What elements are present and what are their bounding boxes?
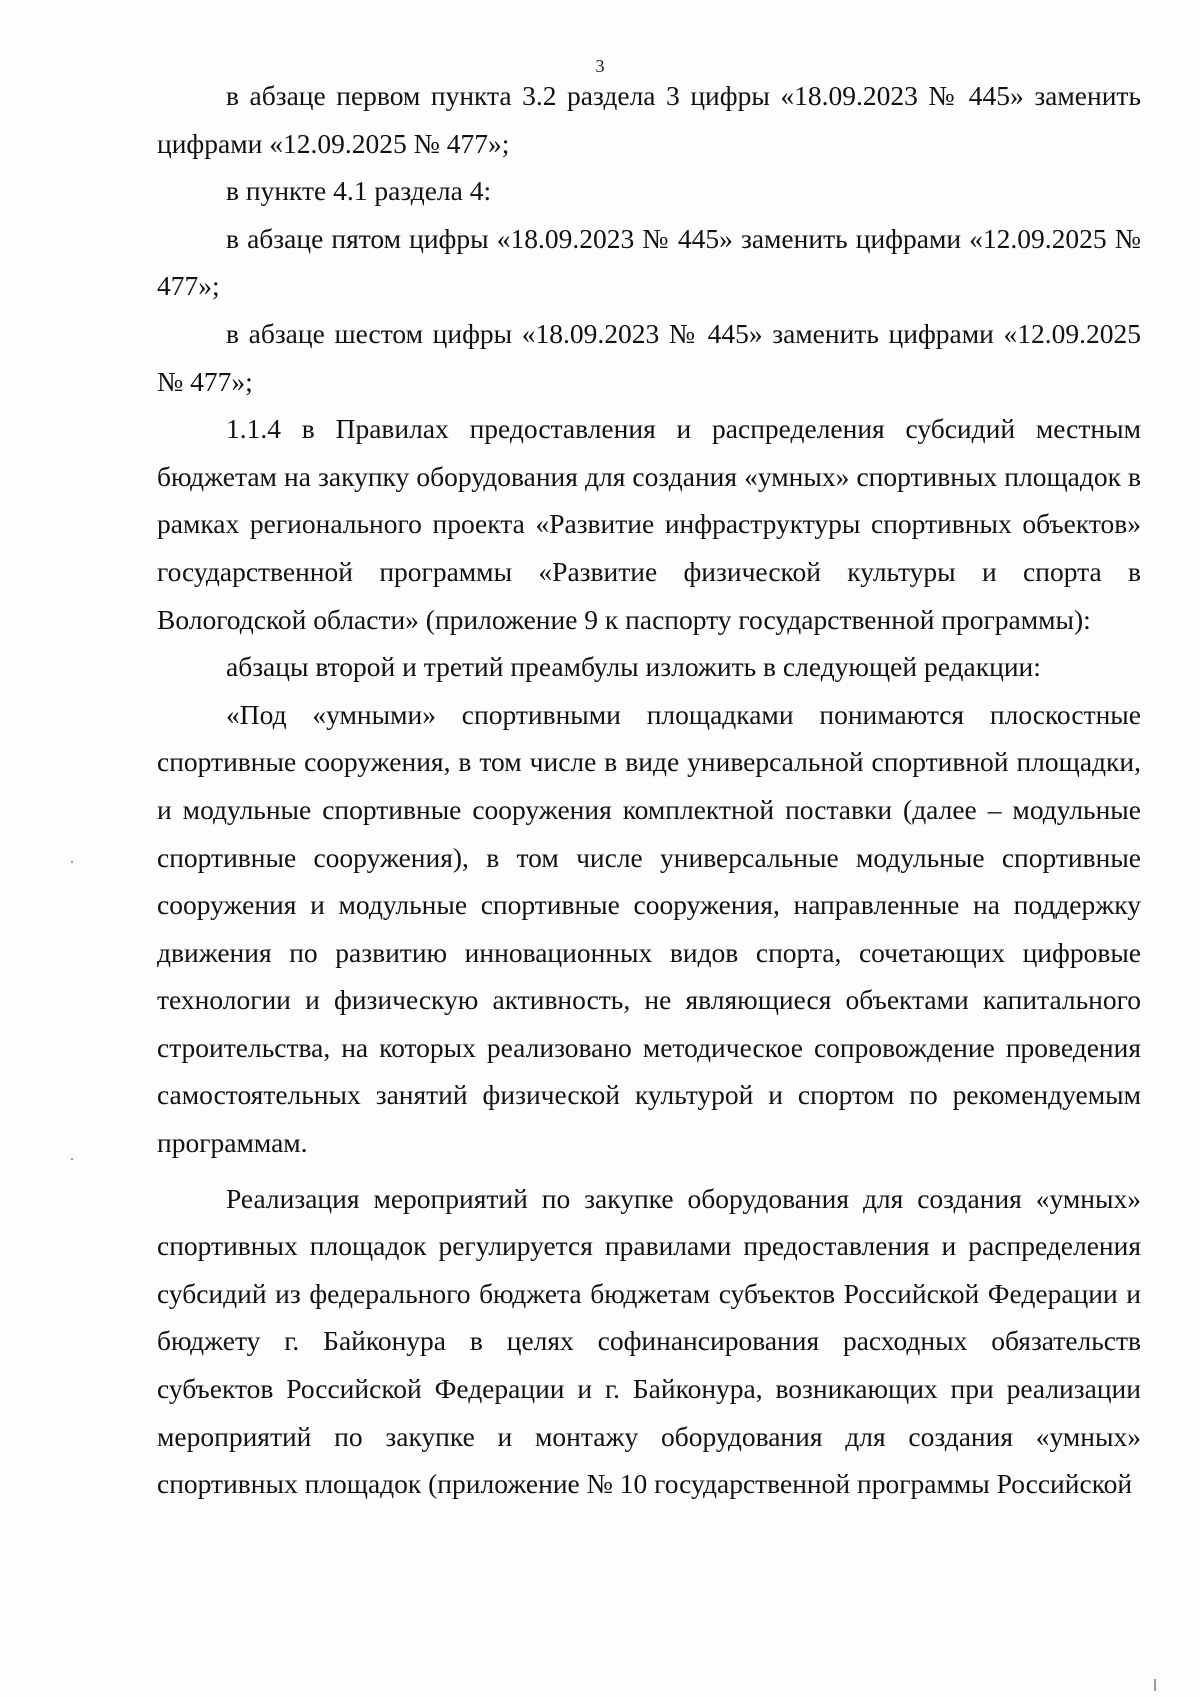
page-number: 3: [595, 56, 605, 76]
paragraph-point-4-1: в пункте 4.1 раздела 4:: [226, 175, 492, 207]
paragraph-sixth-abzac: в абзаце шестом цифры «18.09.2023 № 445» заменить цифрами «12.09.2025 № 477»;: [157, 317, 1141, 397]
paragraph-quote-definition: «Под «умными» спортивными площадками понимаются плоскостные спортивные сооружения, в том числе в виде универсальной спортивной площадки, и модульные спортивные сооружения комплектной поставки (далее – модульные спортивные сооружения), в том числе универсальные модульные спортивные сооружения и модульные спортивные сооружения, направленные на поддержку движения по развитию инновационных видов спорта, сочетающих цифровые технологии и физическую активность, не являющиеся объектами капитального строительства, на которых реализовано методическое сопровождение проведения самостоятельных занятий физической культурой и спортом по рекомендуемым программам.: [157, 698, 1141, 1159]
paragraph-implementation: Реализация мероприятий по закупке оборудования для создания «умных» спортивных площадок регулируется правилами предоставления и распределения субсидий из федерального бюджета бюджетам субъектов Российской Федерации и бюджету г. Байконура в целях софинансирования расходных обязательств субъектов Российской Федерации и г. Байконура, возникающих при реализации мероприятий по закупке и монтажу оборудования для создания «умных» спортивных площадок (приложение № 10 государственной программы Российской: [157, 1182, 1141, 1500]
document-body: [157, 72, 1141, 1508]
paragraph-preamble-intro: абзацы второй и третий преамбулы изложить в следующей редакции:: [226, 651, 1041, 683]
scan-artifact-mark: [71, 861, 73, 863]
paragraph-fifth-abzac: в абзаце пятом цифры «18.09.2023 № 445» заменить цифрами «12.09.2025 № 477»;: [157, 222, 1141, 302]
paragraph-1-1-4: 1.1.4 в Правилах предоставления и распределения субсидий местным бюджетам на закупку оборудования для создания «умных» спортивных площадок в рамках регионального проекта «Развитие инфраструктуры спортивных объектов» государственной программы «Развитие физической культуры и спорта в Вологодской области» (приложение 9 к паспорту государственной программы):: [157, 413, 1141, 635]
paragraph-section-3-2: в абзаце первом пункта 3.2 раздела 3 цифры «18.09.2023 № 445» заменить цифрами «12.09.2025 № 477»;: [157, 80, 1141, 159]
scan-artifact-mark: [1154, 1679, 1156, 1691]
scan-artifact-mark: [71, 1158, 73, 1160]
